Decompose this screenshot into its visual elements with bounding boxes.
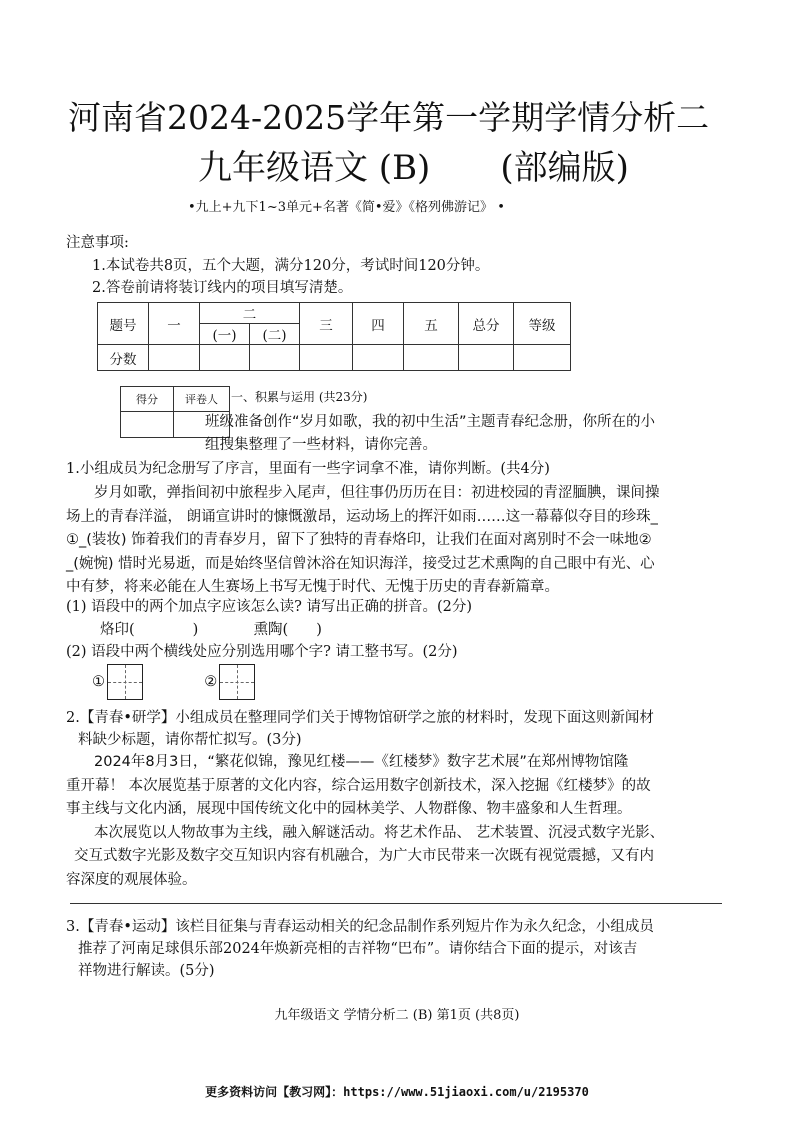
mark-2: ② <box>204 674 218 690</box>
grader-score-field[interactable] <box>121 412 174 438</box>
q1-writing-boxes <box>92 664 255 700</box>
notes-heading: 注意事项: <box>66 235 129 251</box>
exam-title: 河南省2024-2025学年第一学期学情分析二 <box>68 98 710 137</box>
score-table <box>97 302 571 371</box>
resource-link[interactable]: 更多资料访问【教习网】：https://www.51jiaoxi.com/u/2195370 <box>205 1085 589 1099</box>
cell-q3: 三 <box>300 303 353 345</box>
word-xuntao: 熏陶( <box>253 622 289 638</box>
answer-line[interactable] <box>70 903 722 904</box>
note-item: 1.本试卷共8页，五个大题，满分120分，考试时间120分钟。 <box>92 258 490 274</box>
passage-line: 重开幕！ 本次展览基于原著的文化内容，综合运用数字创新技术，深入挖掘《红楼梦》的故 <box>66 777 651 794</box>
q1-passage <box>66 482 746 600</box>
passage-line: 场上的青春洋溢， 朗诵宣讲时的慷慨激昂，运动场上的挥汗如雨……这一幕幕似夺目的珍珠_ <box>66 508 658 525</box>
q1-stem: 1.小组成员为纪念册写了序言，里面有一些字词拿不准，请你判断。(共4分) <box>66 461 550 477</box>
passage-line: 事主线与文化内涵，展现中国传统文化中的园林美学、人物群像、物丰盛象和人生哲理。 <box>66 801 632 817</box>
score-input[interactable] <box>300 345 353 371</box>
q3-stem: 祥物进行解读。(5分) <box>78 963 215 979</box>
edition: (部编版) <box>500 148 629 188</box>
passage-line: ①_(装妆) 饰着我们的青春岁月，留下了独特的青春烙印，让我们在面对离别时不会一味地② <box>66 532 652 548</box>
paren-close: ) <box>316 622 322 638</box>
passage-line: 容深度的观展体验。 <box>66 871 197 888</box>
word-laoyin: 烙印( <box>100 622 135 638</box>
cell-label-question: 题号 <box>98 303 149 345</box>
passage-line: _(婉惋) 惜时光易逝，而是始终坚信曾沐浴在知识海洋，接受过艺术熏陶的自己眼中有光、心 <box>66 555 655 572</box>
page-footer: 九年级语文 学情分析二 (B) 第1页 (共8页) <box>274 1008 520 1023</box>
q1-sub1: (1) 语段中的两个加点字应该怎么读? 请写出正确的拼音。(2分) <box>66 599 473 615</box>
mark-1: ① <box>92 674 105 690</box>
passage-line: 岁月如歌，弹指间初中旅程步入尾声，但往事仍历历在目：初进校园的青涩腼腆，课间操 <box>94 485 660 501</box>
passage-line: 中有梦，将来必能在人生赛场上书写无愧于时代、无愧于历史的青春新篇章。 <box>66 579 559 595</box>
passage-line: 交互式数字光影及数字交互知识内容有机融合，为广大市民带来一次既有视觉震撼，又有内 <box>74 848 654 864</box>
char-box-1[interactable] <box>107 664 143 700</box>
cell-q2-sub2: (二) <box>250 324 300 345</box>
q2-stem: 2.【青春•研学】小组成员在整理同学们关于博物馆研学之旅的材料时，发现下面这则新闻材 <box>66 710 654 726</box>
exam-subtitle <box>198 140 629 189</box>
cell-q2-sub1: (一) <box>200 324 250 345</box>
subject-grade: 九年级语文 (B) <box>198 148 431 188</box>
grader-score-label: 得分 <box>121 387 174 412</box>
score-input[interactable] <box>250 345 300 371</box>
cell-grade: 等级 <box>514 303 571 345</box>
cell-q4: 四 <box>353 303 404 345</box>
score-input[interactable] <box>459 345 514 371</box>
q3-stem: 3.【青春•运动】该栏目征集与青春运动相关的纪念品制作系列短片作为永久纪念，小组成员 <box>66 919 654 935</box>
q2-stem: 料缺少标题，请你帮忙拟写。(3分) <box>78 732 302 748</box>
score-input[interactable] <box>514 345 571 371</box>
score-input[interactable] <box>353 345 404 371</box>
score-input[interactable] <box>200 345 250 371</box>
q3-stem: 推荐了河南足球俱乐部2024年焕新亮相的吉祥物“巴布”。请你结合下面的提示，对该吉 <box>78 941 638 957</box>
score-input[interactable] <box>149 345 200 371</box>
passage-line: 2024年8月3日，“繁花似锦，豫见红楼——《红楼梦》数字艺术展”在郑州博物馆隆 <box>94 754 629 770</box>
char-box-2[interactable] <box>219 664 255 700</box>
section-intro: 班级准备创作“岁月如歌，我的初中生活”主题青春纪念册，你所在的小 <box>205 414 656 430</box>
note-item: 2.答卷前请将装订线内的项目填写清楚。 <box>92 280 353 296</box>
section-title: 一、积累与运用 (共23分) <box>231 390 368 404</box>
cell-q1: 一 <box>149 303 200 345</box>
cell-q2: 二 <box>200 303 300 324</box>
grader-name-label: 评卷人 <box>174 387 230 412</box>
cell-q5: 五 <box>404 303 459 345</box>
cell-total: 总分 <box>459 303 514 345</box>
q2-passage <box>66 751 746 892</box>
cell-label-score: 分数 <box>98 345 149 371</box>
section-intro: 组搜集整理了一些材料，请你完善。 <box>205 437 437 453</box>
exam-scope: •九上+九下1~3单元+名著《简•爱》《格列佛游记》 • <box>188 200 505 215</box>
passage-line: 本次展览以人物故事为主线，融入解谜活动。将艺术作品、 艺术装置、沉浸式数字光影、 <box>94 824 665 841</box>
q1-pinyin-row <box>100 619 322 642</box>
score-input[interactable] <box>404 345 459 371</box>
paren-close: ) <box>192 622 199 638</box>
q1-sub2: (2) 语段中两个横线处应分别选用哪个字? 请工整书写。(2分) <box>66 644 458 660</box>
